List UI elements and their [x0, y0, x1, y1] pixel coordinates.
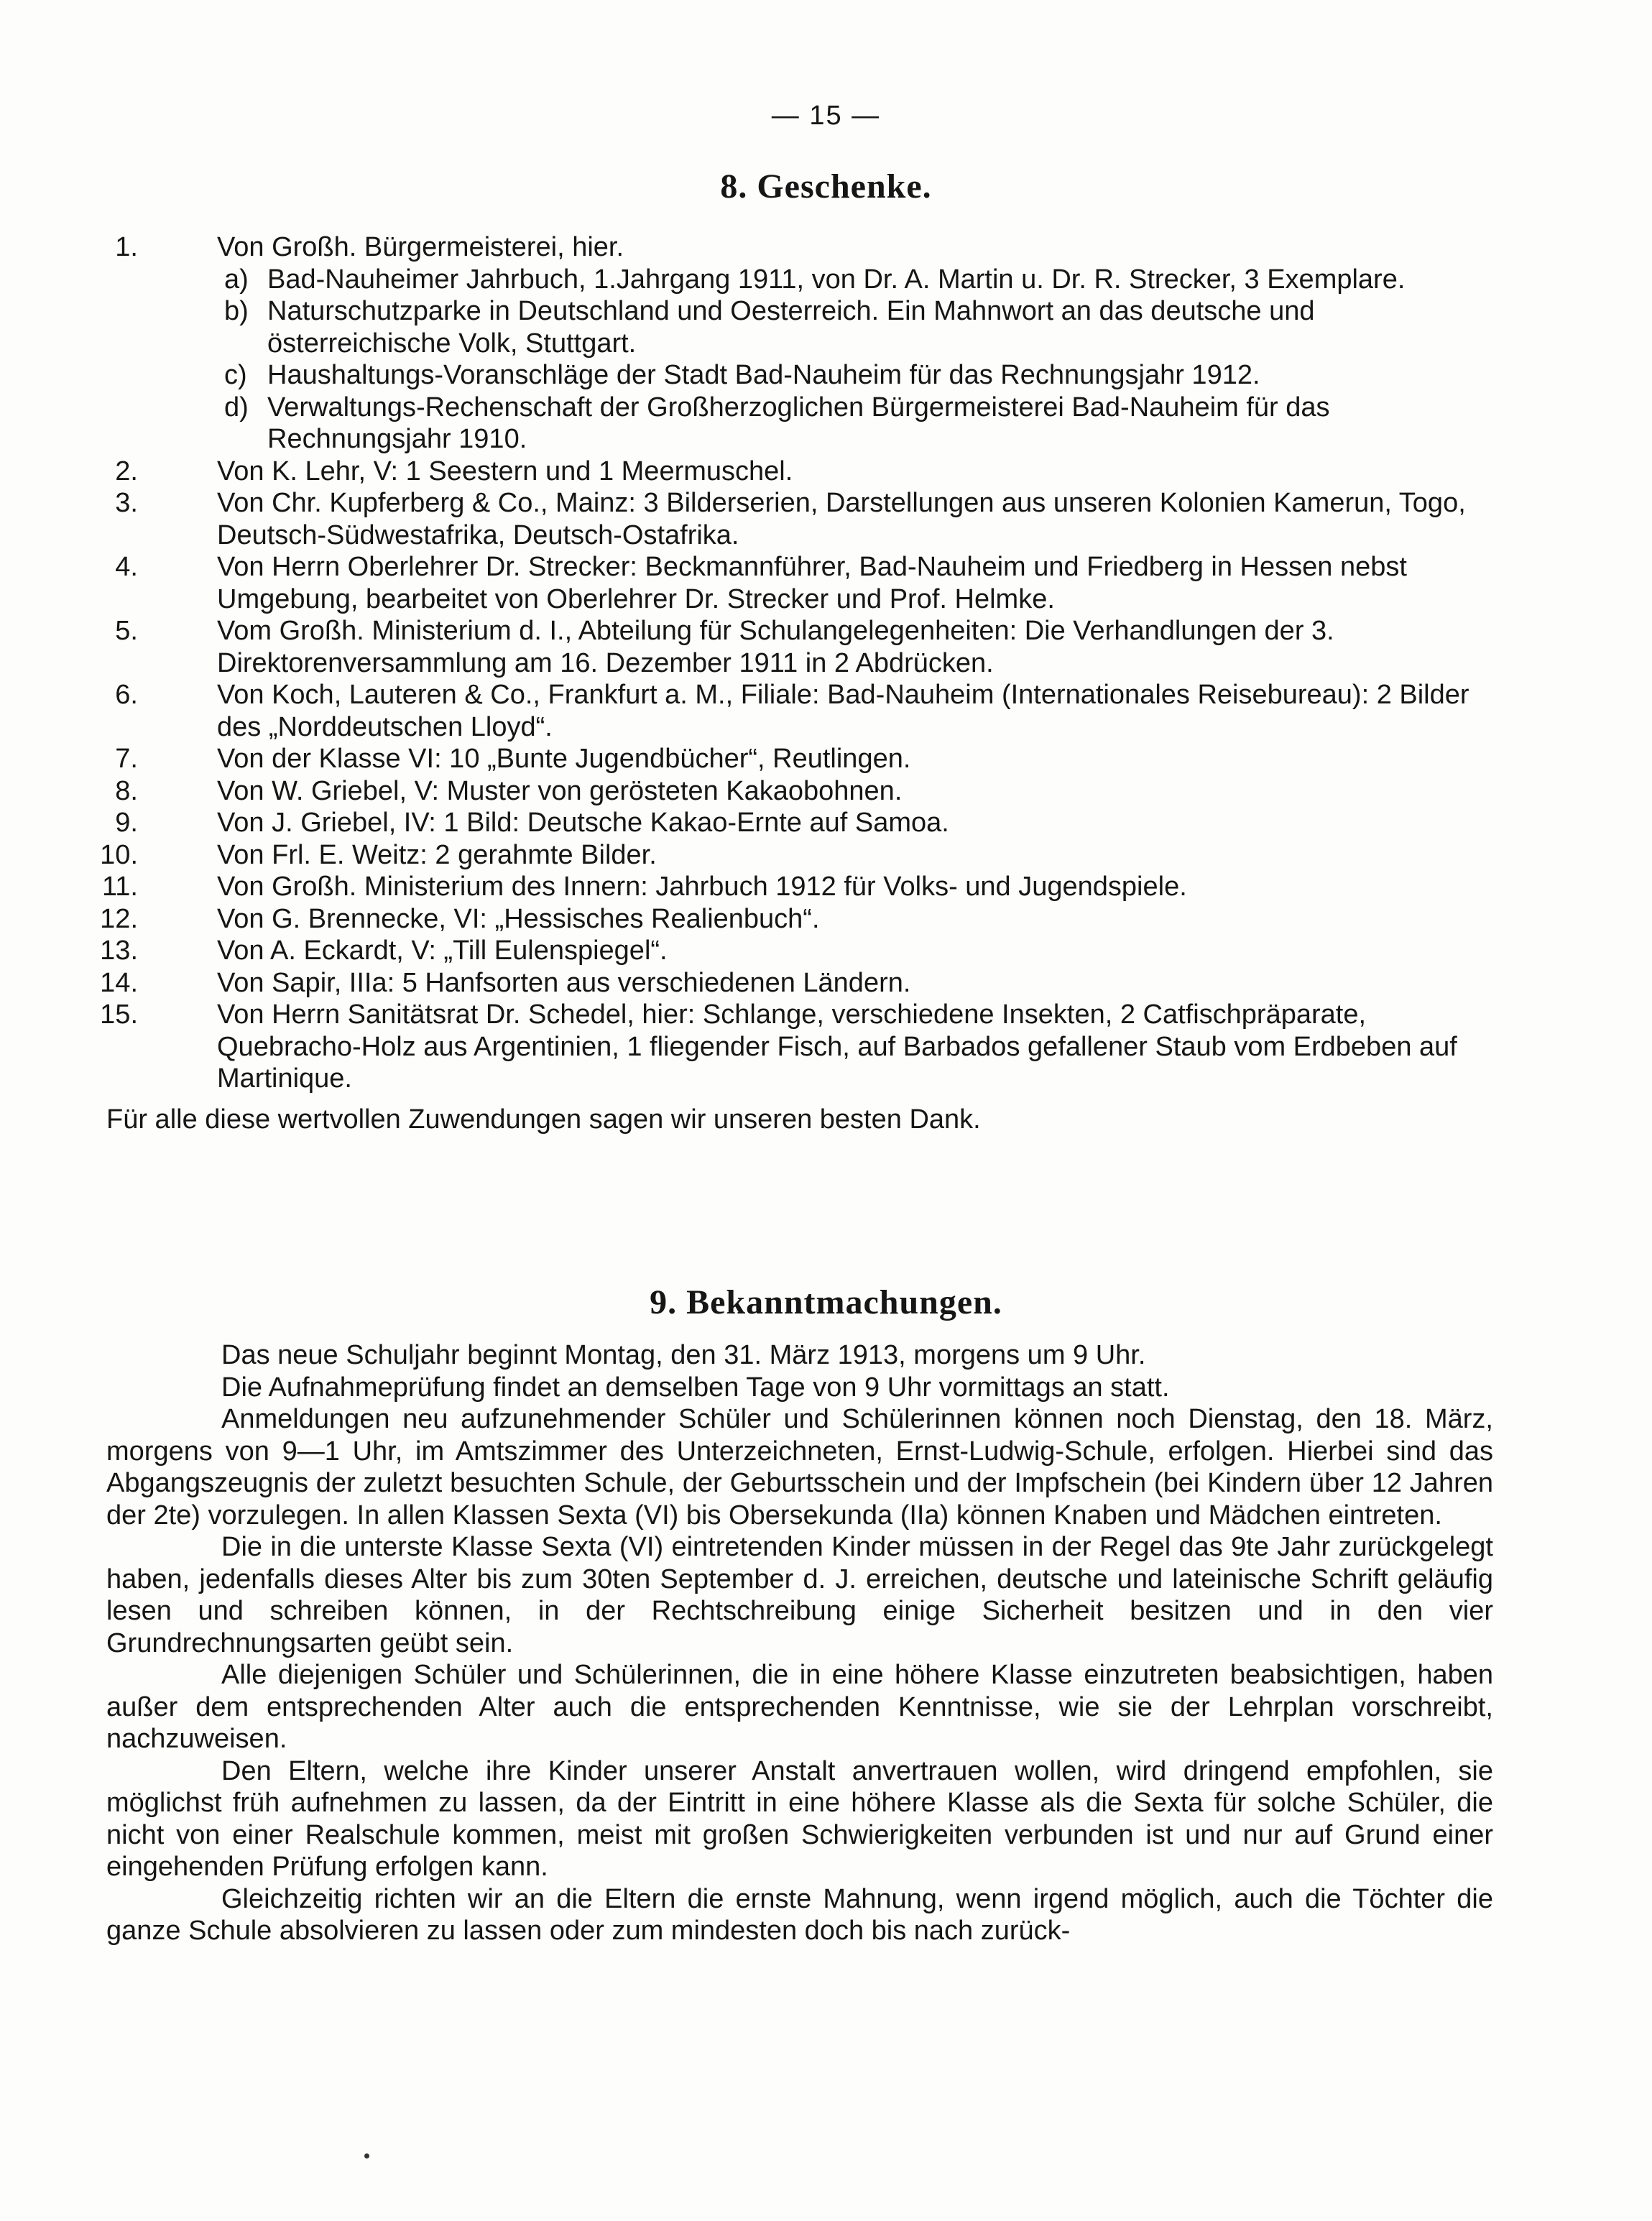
list-item — [93, 967, 1502, 999]
sub-item — [93, 359, 1502, 392]
item-text: Von Chr. Kupferberg & Co., Mainz: 3 Bilderserien, Darstellungen aus unseren Kolonien Kamerun, Togo, Deutsch-Südwestafrika, Deutsch-Ostafrika. — [217, 488, 1466, 550]
item-text: Von J. Griebel, IV: 1 Bild: Deutsche Kakao-Ernte auf Samoa. — [217, 808, 949, 838]
gifts-list — [93, 231, 1502, 1095]
list-item — [93, 456, 1502, 488]
item-number: 11. — [101, 872, 138, 902]
sub-item — [93, 295, 1502, 359]
item-number: 4. — [115, 552, 138, 582]
sub-item-text: Haushaltungs-Voranschläge der Stadt Bad-Nauheim für das Rechnungsjahr 1912. — [267, 360, 1260, 390]
notices-body — [106, 1339, 1493, 1947]
sub-item-letter: a) — [224, 264, 249, 295]
list-item — [93, 935, 1502, 967]
item-text: Von G. Brennecke, VI: „Hessisches Realienbuch“. — [217, 903, 820, 934]
list-item — [93, 487, 1502, 551]
list-item — [93, 871, 1502, 903]
list-item — [93, 775, 1502, 808]
item-text: Von A. Eckardt, V: „Till Eulenspiegel“. — [217, 936, 668, 966]
list-item — [93, 743, 1502, 775]
item-text: Von W. Griebel, V: Muster von gerösteten Kakaobohnen. — [217, 775, 903, 806]
sub-item-text: Verwaltungs-Rechenschaft der Großherzoglichen Bürgermeisterei Bad-Nauheim für das Rechnungsjahr 1910. — [267, 392, 1330, 454]
item-number: 14. — [100, 967, 138, 998]
page-number: — 15 — — [771, 101, 881, 131]
item-number: 12. — [100, 903, 138, 934]
sub-item-letter: b) — [224, 296, 249, 326]
item-number: 2. — [115, 456, 138, 486]
sub-item-text: Naturschutzparke in Deutschland und Oesterreich. Ein Mahnwort an das deutsche und österreichische Volk, Stuttgart. — [267, 296, 1315, 359]
item-text: Von Großh. Ministerium des Innern: Jahrbuch 1912 für Volks- und Jugendspiele. — [217, 872, 1187, 902]
list-item — [93, 679, 1502, 743]
item-number: 3. — [115, 488, 138, 518]
item-number: 9. — [115, 808, 138, 838]
section-heading-notices: 9. Bekanntmachungen. — [650, 1283, 1002, 1321]
item-number: 8. — [115, 775, 138, 806]
sub-item-letter: d) — [224, 392, 249, 423]
list-item — [93, 903, 1502, 936]
sub-item — [93, 392, 1502, 456]
item-number: 6. — [115, 680, 138, 710]
item-text: Vom Großh. Ministerium d. I., Abteilung für Schulangelegenheiten: Die Verhandlungen der 3. Direktorenversammlung am 16. Dezember 1911 in 2 Abdrücken. — [217, 616, 1334, 678]
item-text: Von der Klasse VI: 10 „Bunte Jugendbücher“, Reutlingen. — [217, 744, 911, 774]
sub-item — [93, 264, 1502, 296]
item-number: 13. — [100, 936, 138, 966]
paragraph: Das neue Schuljahr beginnt Montag, den 31. März 1913, morgens um 9 Uhr. — [221, 1340, 1146, 1370]
item-number: 10. — [100, 839, 138, 870]
item-text: Von Sapir, IIIa: 5 Hanfsorten aus verschiedenen Ländern. — [217, 967, 911, 998]
list-item — [93, 807, 1502, 839]
section-heading-gifts: 8. Geschenke. — [720, 167, 932, 206]
item-text: Von Großh. Bürgermeisterei, hier. — [217, 232, 624, 262]
item-text: Von Herrn Sanitätsrat Dr. Schedel, hier: Schlange, verschiedene Insekten, 2 Catfischpräparate, Quebracho-Holz aus Argentinien, 1 fliegender Fisch, auf Barbados gefallener Staub vom Erdbeben auf Martinique. — [217, 999, 1457, 1094]
item-number: 1. — [115, 232, 138, 262]
item-text: Von Herrn Oberlehrer Dr. Strecker: Beckmannführer, Bad-Nauheim und Friedberg in Hessen nebst Umgebung, bearbeitet von Oberlehrer Dr. Strecker und Prof. Helmke. — [217, 552, 1407, 614]
closing-thanks: Für alle diese wertvollen Zuwendungen sagen wir unseren besten Dank. — [106, 1104, 981, 1135]
list-item — [93, 551, 1502, 615]
item-text: Von K. Lehr, V: 1 Seestern und 1 Meermuschel. — [217, 456, 793, 486]
list-item — [93, 615, 1502, 679]
paragraph: Den Eltern, welche ihre Kinder unserer Anstalt anvertrauen wollen, wird dringend empfohlen, sie möglichst früh aufnehmen zu lassen, da der Eintritt in eine höhere Klasse als die Sexta für solche Schüler, die nicht von einer Realschule kommen, meist mit großen Schwierigkeiten verbunden ist und nur auf Grund einer eingehenden Prüfung erfolgen kann. — [106, 1755, 1493, 1882]
paragraph: Die Aufnahmeprüfung findet an demselben Tage von 9 Uhr vormittags an statt. — [221, 1372, 1170, 1403]
item-number: 7. — [115, 744, 138, 774]
paragraph: Alle diejenigen Schüler und Schülerinnen, die in eine höhere Klasse einzutreten beabsichtigen, haben außer dem entsprechenden Alter auch die entsprechenden Kenntnisse, wie sie der Lehrplan vorschreibt, nachzuweisen. — [106, 1660, 1493, 1754]
sub-item-letter: c) — [224, 360, 247, 390]
item-number: 5. — [115, 616, 138, 646]
bullet-mark — [364, 2153, 369, 2158]
paragraph: Die in die unterste Klasse Sexta (VI) eintretenden Kinder müssen in der Regel das 9te Jahr zurückgelegt haben, jedenfalls dieses Alter bis zum 30ten September d. J. erreichen, deutsche und lateinische Schrift geläufig lesen und schreiben können, in der Rechtschreibung einige Sicherheit besitzen und in den vier Grundrechnungsarten geübt sein. — [106, 1532, 1493, 1658]
list-item — [93, 999, 1502, 1095]
paragraph: Anmeldungen neu aufzunehmender Schüler und Schülerinnen können noch Dienstag, den 18. März, morgens von 9—1 Uhr, im Amtszimmer des Unterzeichneten, Ernst-Ludwig-Schule, erfolgen. Hierbei sind das Abgangszeugnis der zuletzt besuchten Schule, der Geburtsschein und der Impfschein (bei Kindern über 12 Jahren der 2te) vorzulegen. In allen Klassen Sexta (VI) bis Obersekunda (IIa) können Knaben und Mädchen eintreten. — [106, 1404, 1493, 1530]
paragraph: Gleichzeitig richten wir an die Eltern die ernste Mahnung, wenn irgend möglich, auch die Töchter die ganze Schule absolvieren zu lassen oder zum mindesten doch bis nach zurück- — [106, 1883, 1493, 1946]
item-text: Von Koch, Lauteren & Co., Frankfurt a. M., Filiale: Bad-Nauheim (Internationales Reisebureau): 2 Bilder des „Norddeutschen Lloyd“. — [217, 680, 1469, 742]
sub-item-text: Bad-Nauheimer Jahrbuch, 1.Jahrgang 1911, von Dr. A. Martin u. Dr. R. Strecker, 3 Exemplare. — [267, 264, 1406, 295]
item-number: 15. — [100, 999, 138, 1030]
list-item — [93, 839, 1502, 872]
list-item — [93, 231, 1502, 264]
item-text: Von Frl. E. Weitz: 2 gerahmte Bilder. — [217, 839, 657, 870]
